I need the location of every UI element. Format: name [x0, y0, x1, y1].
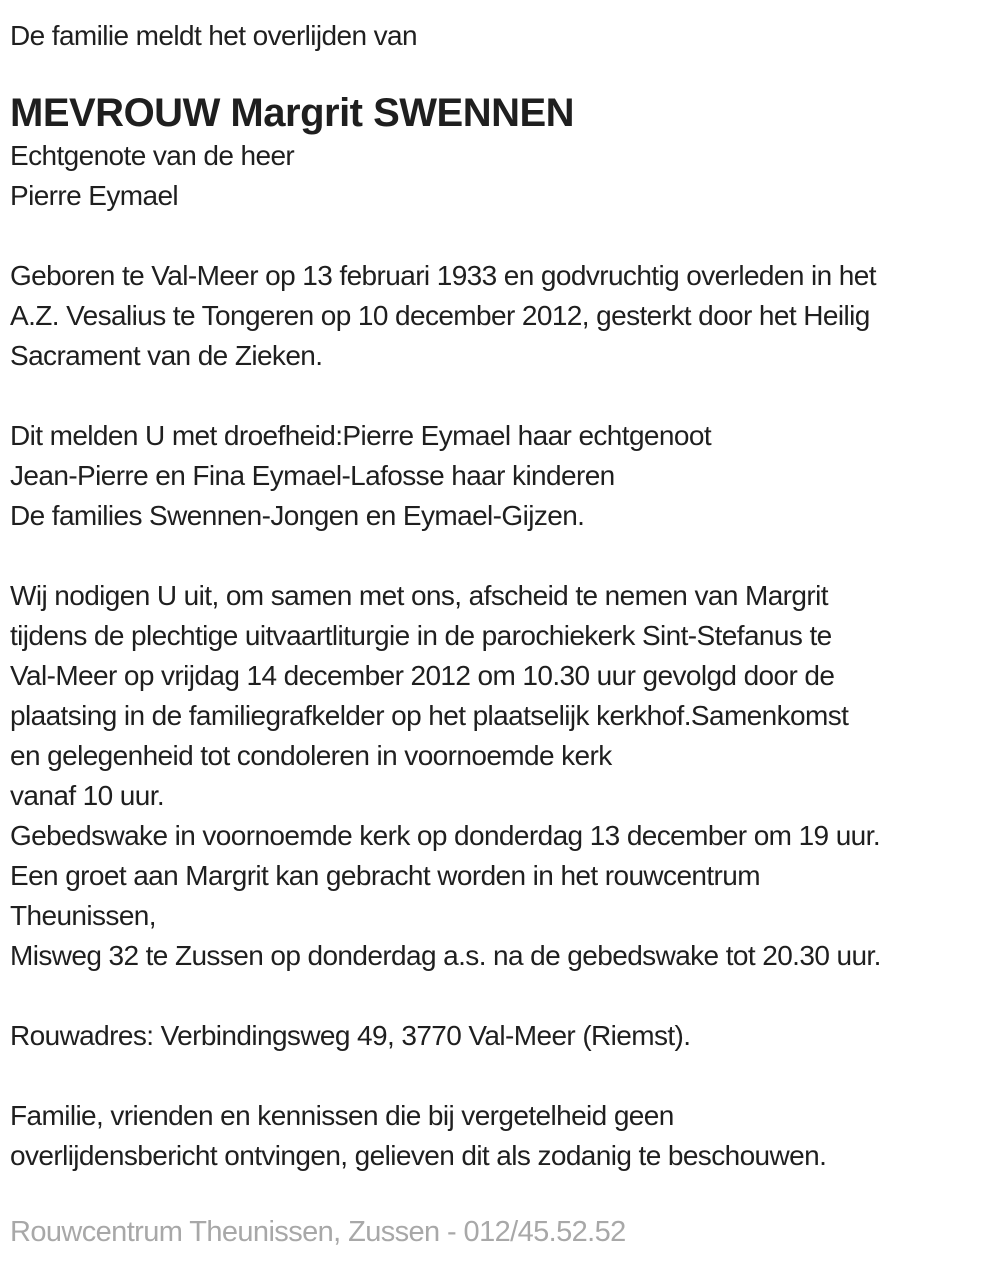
body-line: A.Z. Vesalius te Tongeren op 10 december 2012, gesterkt door het Heilig: [10, 300, 870, 331]
body-line: en gelegenheid tot condoleren in voornoemde kerk: [10, 740, 612, 771]
paragraph-family: [10, 416, 990, 536]
funeral-home-footer: Rouwcentrum Theunissen, Zussen - 012/45.52.52: [10, 1216, 626, 1248]
deceased-name: MEVROUW Margrit SWENNEN: [10, 91, 575, 135]
body-line: Val-Meer op vrijdag 14 december 2012 om 10.30 uur gevolgd door de: [10, 660, 835, 691]
body-line: Misweg 32 te Zussen op donderdag a.s. na de gebedswake tot 20.30 uur.: [10, 940, 881, 971]
intro-line: De familie meldt het overlijden van: [10, 20, 417, 51]
body-line: Jean-Pierre en Fina Eymael-Lafosse haar kinderen: [10, 460, 615, 491]
body-line: Gebedswake in voornoemde kerk op donderdag 13 december om 19 uur.: [10, 820, 881, 851]
body-line: De families Swennen-Jongen en Eymael-Gijzen.: [10, 500, 585, 531]
relation-line: Echtgenote van de heer: [10, 140, 295, 171]
body-line: Theunissen,: [10, 900, 156, 931]
body-line: Sacrament van de Zieken.: [10, 340, 323, 371]
paragraph-mourning-address: [10, 1016, 990, 1056]
body-line: vanaf 10 uur.: [10, 780, 165, 811]
paragraph-service: [10, 576, 990, 976]
paragraph-apology: [10, 1096, 990, 1176]
body-line: Familie, vrienden en kennissen die bij vergetelheid geen: [10, 1100, 674, 1131]
body-line: Rouwadres: Verbindingsweg 49, 3770 Val-Meer (Riemst).: [10, 1020, 691, 1051]
body-line: Dit melden U met droefheid:Pierre Eymael haar echtgenoot: [10, 420, 712, 451]
body-line: Geboren te Val-Meer op 13 februari 1933 en godvruchtig overleden in het: [10, 260, 876, 291]
body-line: Wij nodigen U uit, om samen met ons, afscheid te nemen van Margrit: [10, 580, 828, 611]
body-line: plaatsing in de familiegrafkelder op het plaatselijk kerkhof.Samenkomst: [10, 700, 849, 731]
body-line: tijdens de plechtige uitvaartliturgie in de parochiekerk Sint-Stefanus te: [10, 620, 832, 651]
paragraph-birth-death: [10, 256, 990, 376]
body-line: Een groet aan Margrit kan gebracht worden in het rouwcentrum: [10, 860, 760, 891]
body-line: overlijdensbericht ontvingen, gelieven dit als zodanig te beschouwen.: [10, 1140, 827, 1171]
relation-line: Pierre Eymael: [10, 180, 179, 211]
